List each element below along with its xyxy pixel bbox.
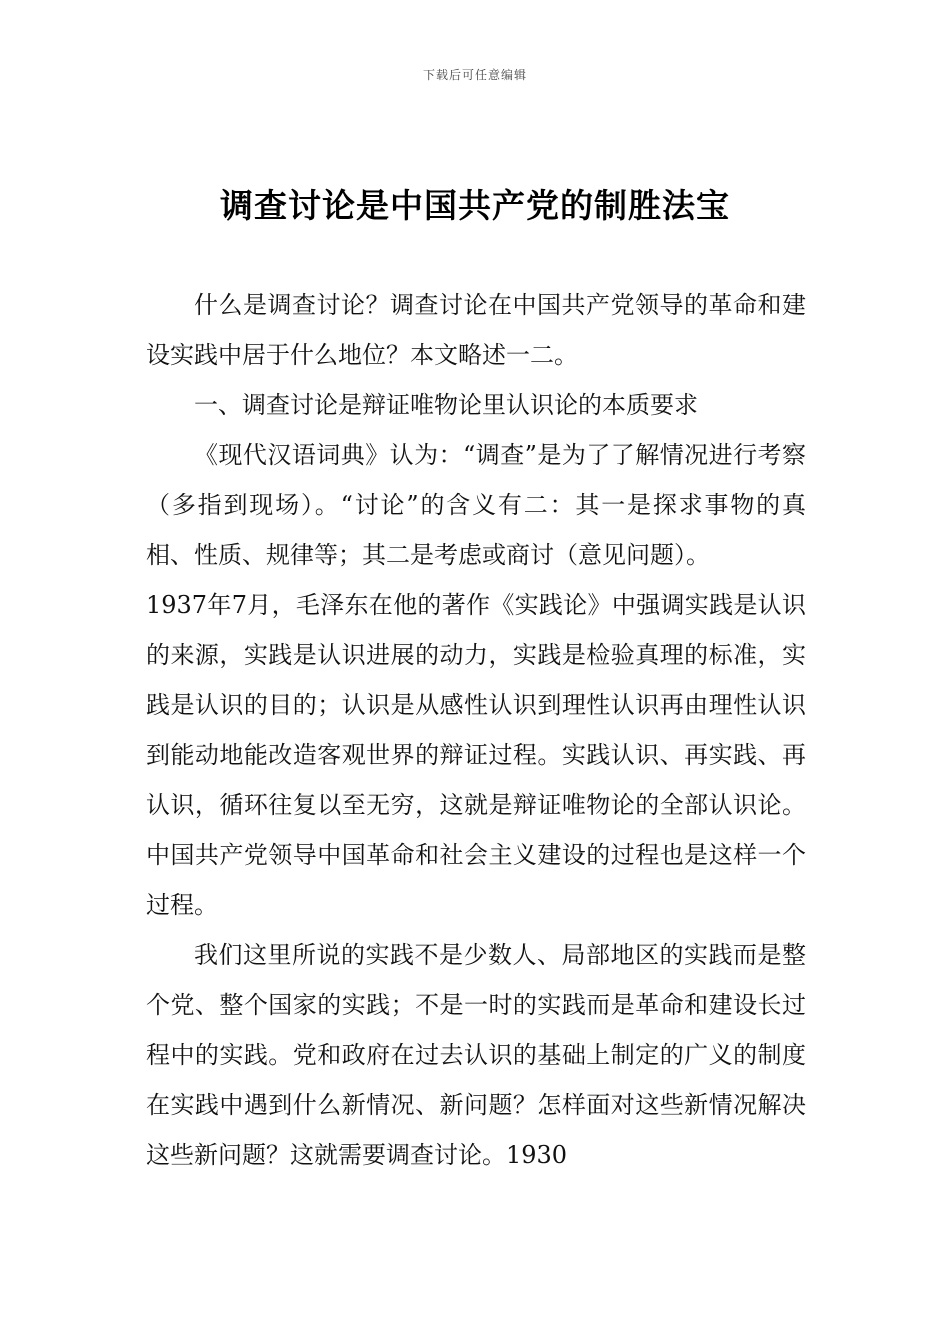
document-title: 调查讨论是中国共产党的制胜法宝 xyxy=(220,186,730,225)
paragraph-practice-theory: 1937年7月，毛泽东在他的著作《实践论》中强调实践是认识的来源，实践是认识进展的动力，实践是检验真理的标准，实践是认识的目的；认识是从感性认识到理性认识再由理性认识到能动地能改造客观世界的辩证过程。实践认识、再实践、再认识，循环往复以至无穷，这就是辩证唯物论的全部认识论。中国共产党领导中国革命和社会主义建设的过程也是这样一个过程。 xyxy=(146,591,806,919)
document-body xyxy=(146,280,806,1180)
section-heading-1: 一、调查讨论是辩证唯物论里认识论的本质要求 xyxy=(194,391,698,419)
paragraph-definition: 《现代汉语词典》认为：“调查”是为了了解情况进行考察（多指到现场）。“讨论”的含义有二：其一是探求事物的真相、性质、规律等；其二是考虑或商讨（意见问题）。 xyxy=(146,441,806,569)
header-note: 下载后可任意编辑 xyxy=(422,68,527,82)
paragraph-investigation: 我们这里所说的实践不是少数人、局部地区的实践而是整个党、整个国家的实践；不是一时的实践而是革命和建设长过程中的实践。党和政府在过去认识的基础上制定的广义的制度在实践中遇到什么新情况、新问题？怎样面对这些新情况解决这些新问题？这就需要调查讨论。1930 xyxy=(146,941,806,1169)
paragraph-intro: 什么是调查讨论？调查讨论在中国共产党领导的革命和建设实践中居于什么地位？本文略述一二。 xyxy=(146,291,806,369)
